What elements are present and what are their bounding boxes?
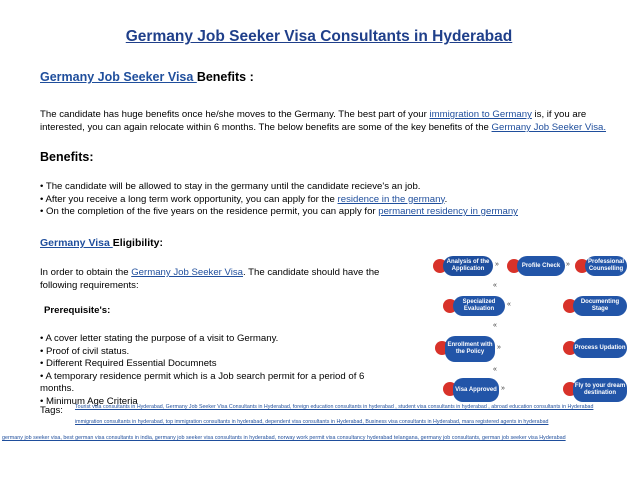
prereq-text: A temporary residence permit which is a Job search permit for a period of 6 — [45, 370, 365, 382]
prereq-item-continued — [40, 383, 410, 396]
eligibility-text-3: following requirements: — [40, 280, 139, 291]
flow-step-analysis: Analysis of the Application — [443, 256, 493, 276]
benefit-text: The candidate will be allowed to stay in the germany until the candidate recieve's an job. — [45, 181, 421, 192]
intro-paragraph — [40, 108, 630, 134]
prereq-item: • Minimum Age Criteria — [40, 395, 138, 407]
prereq-text: Different Required Essential Documnets — [46, 358, 217, 369]
flow-step-counselling: Professional Counselling — [585, 256, 627, 276]
benefit-item: • After you receive a long term work opportunity, you can apply for the residence in the germany. — [40, 193, 448, 205]
germany-visa-link[interactable]: Germany Visa — [40, 237, 113, 249]
arrow-icon: « — [493, 282, 497, 289]
prereq-text: Proof of civil status. — [46, 345, 130, 357]
prereq-item: • Proof of civil status. — [40, 345, 130, 357]
flow-step-fly: Fly to your dream destination — [573, 378, 627, 402]
intro-text-1: The candidate has huge benefits once he/she moves to the Germany. The best part of your — [40, 109, 430, 120]
arrow-icon: « — [493, 366, 497, 373]
arrow-right-icon: » — [497, 344, 501, 351]
process-flow-diagram — [425, 248, 630, 408]
benefit-text-end: . — [444, 193, 448, 205]
prereq-item: • Different Required Essential Documnets — [40, 358, 217, 369]
benefits-header-text: Benefits : — [196, 70, 254, 84]
benefits-list — [40, 181, 630, 219]
arrow-icon: « — [493, 322, 497, 329]
footer-keywords[interactable] — [2, 435, 566, 441]
residence-in-germany-link[interactable]: residence in the germany — [337, 193, 445, 205]
arrow-right-icon: » — [566, 261, 570, 268]
benefit-text: On the completion of the five years on the residence permit, you can apply for — [46, 206, 379, 217]
prereq-text: A cover letter stating the purpose of a visit to Germany. — [45, 333, 279, 344]
arrow-left-icon: « — [507, 301, 511, 308]
benefits-title: Benefits: — [40, 150, 94, 164]
intro-text-3: interested, you can again relocate within 6 months. The below benefits are some of the key benefits of the — [40, 122, 492, 133]
eligibility-header — [40, 237, 163, 249]
tags-label: Tags: — [40, 405, 63, 416]
benefit-text: After you receive a long term work opportunity, you can apply for the — [45, 193, 338, 205]
germany-job-seeker-visa-link-3[interactable]: Germany Job Seeker Visa — [131, 267, 244, 278]
flow-step-process-updation: Process Updation — [573, 338, 627, 358]
benefits-header — [40, 70, 254, 84]
tags-line-2[interactable] — [75, 418, 548, 427]
arrow-right-icon: » — [501, 385, 505, 392]
eligibility-text-1: In order to obtain the — [40, 267, 132, 278]
tags-line-1[interactable] — [75, 403, 593, 412]
flow-step-documenting: Documenting Stage — [573, 296, 627, 316]
footer-keyword-links[interactable]: germany job seeker visa, best german visa consultants in india, germany job seeker visa consultants in hyderabad, norway work permit visa consultancy hyderabad telangana, germany job consultants, german job seeker visa Hyderabad — [2, 435, 566, 441]
tags-links-1[interactable]: Tourist visa consultants in Hyderabad, Germany Job Seeker Visa Consultants in Hyderabad, foreign education consultants in hyderabad , student visa consultants in hyderabad , abroad education consultants in Hyderabad — [75, 404, 594, 410]
flow-step-profile-check: Profile Check — [517, 256, 565, 276]
prereq-item: • A cover letter stating the purpose of a visit to Germany. — [40, 333, 279, 344]
flow-step-evaluation: Specialized Evaluation — [453, 296, 505, 316]
germany-job-seeker-visa-link-2[interactable]: Germany Job Seeker Visa. — [491, 122, 607, 133]
flow-step-enrollment: Enrollment with the Policy — [445, 336, 495, 362]
eligibility-paragraph — [40, 266, 410, 292]
page-title: Germany Job Seeker Visa Consultants in Hyderabad — [125, 28, 513, 45]
benefit-item: • The candidate will be allowed to stay in the germany until the candidate recieve's an job. — [40, 181, 421, 192]
arrow-right-icon: » — [495, 261, 499, 268]
eligibility-header-text: Eligibility: — [112, 237, 163, 249]
germany-job-seeker-visa-link[interactable]: Germany Job Seeker Visa — [40, 70, 197, 84]
prerequisites-title: Prerequisite's: — [44, 305, 111, 316]
prerequisites-list — [40, 333, 410, 408]
eligibility-text-2: . The candidate should have the — [243, 267, 380, 278]
benefit-item: • On the completion of the five years on the residence permit, you can apply for permanent residency in germany — [40, 206, 518, 217]
prereq-text: Minimum Age Criteria — [46, 395, 138, 407]
flow-step-visa-approved: Visa Approved — [453, 378, 499, 402]
tags-links-2[interactable]: immigration consultants in hyderabad, top immigration consultants in hyderabad, dependent visa consultants in Hyderabad, Business visa consultants in Hyderabad, mara registered agents in hyderabad — [75, 419, 549, 425]
prereq-item: • A temporary residence permit which is a Job search permit for a period of 6 — [40, 370, 365, 382]
prereq-text: months. — [40, 383, 75, 394]
intro-text-2: is, if you are — [531, 109, 587, 120]
immigration-to-germany-link[interactable]: immigration to Germany — [429, 109, 532, 120]
permanent-residency-link[interactable]: permanent residency in germany — [378, 206, 518, 217]
